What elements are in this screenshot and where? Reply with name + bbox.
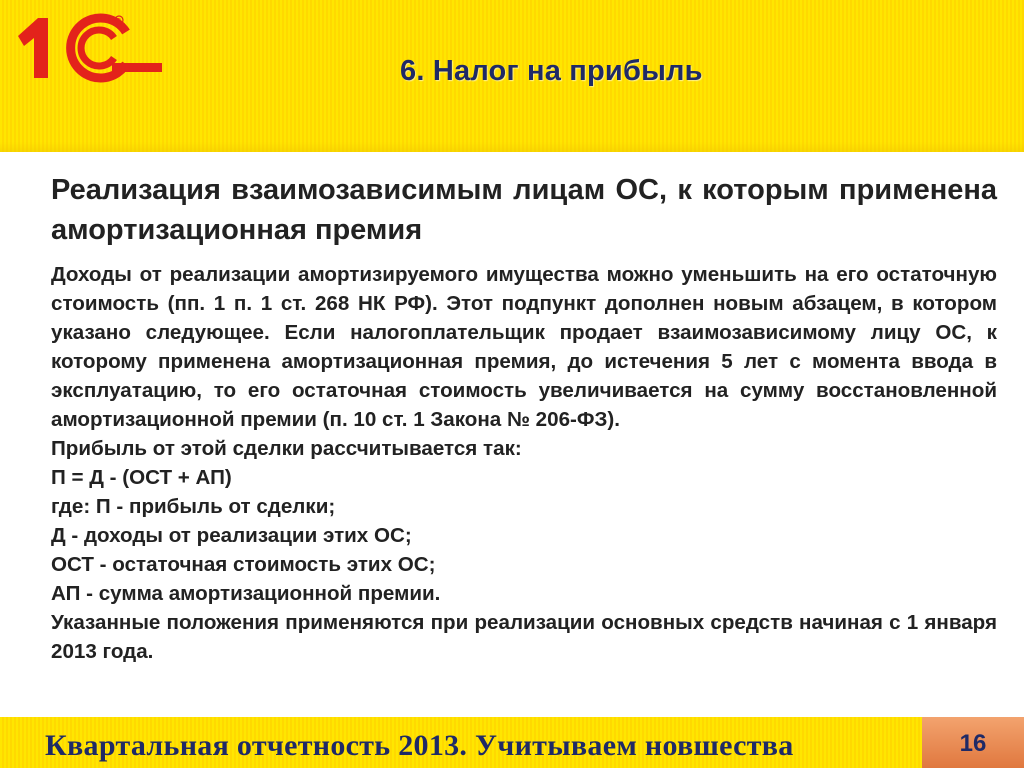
svg-text:R: R: [117, 18, 121, 24]
formula-intro: Прибыль от этой сделки рассчитывается так:: [51, 437, 522, 460]
closing-note: Указанные положения применяются при реализации основных средств начиная с 1 января 2013 года.: [51, 611, 997, 663]
formula: П = Д - (ОСТ + АП): [51, 466, 232, 489]
formula-definition-profit: где: П - прибыль от сделки;: [51, 495, 336, 518]
slide-body: [51, 170, 997, 666]
header-banner: [0, 0, 1024, 152]
page-title: 6. Налог на прибыль: [400, 55, 703, 87]
formula-definition-premium: АП - сумма амортизационной премии.: [51, 582, 441, 605]
formula-definition-residual: ОСТ - остаточная стоимость этих ОС;: [51, 553, 436, 576]
footer-banner: [0, 717, 1024, 768]
1c-logo: [8, 8, 168, 88]
footer-title: Квартальная отчетность 2013. Учитываем новшества: [45, 729, 794, 762]
body-paragraph: Доходы от реализации амортизируемого имущества можно уменьшить на его остаточную стоимость (пп. 1 п. 1 ст. 268 НК РФ). Этот подпункт дополнен новым абзацем, в котором указано следующее. Если налогоплательщик продает взаимозависимому лицу ОС, к которому применена амортизационная премия, до истечения 5 лет с момента ввода в эксплуатацию, то его остаточная стоимость увеличивается на сумму восстановленной амортизационной премии (п. 10 ст. 1 Закона № 206-ФЗ).: [51, 263, 997, 431]
page-number: 16: [959, 730, 987, 757]
formula-definition-income: Д - доходы от реализации этих ОС;: [51, 524, 412, 547]
section-heading: Реализация взаимозависимым лицам ОС, к которым применена амортизационная премия: [51, 174, 997, 246]
page-number-box: [922, 717, 1024, 768]
formula-lines: [51, 434, 997, 666]
